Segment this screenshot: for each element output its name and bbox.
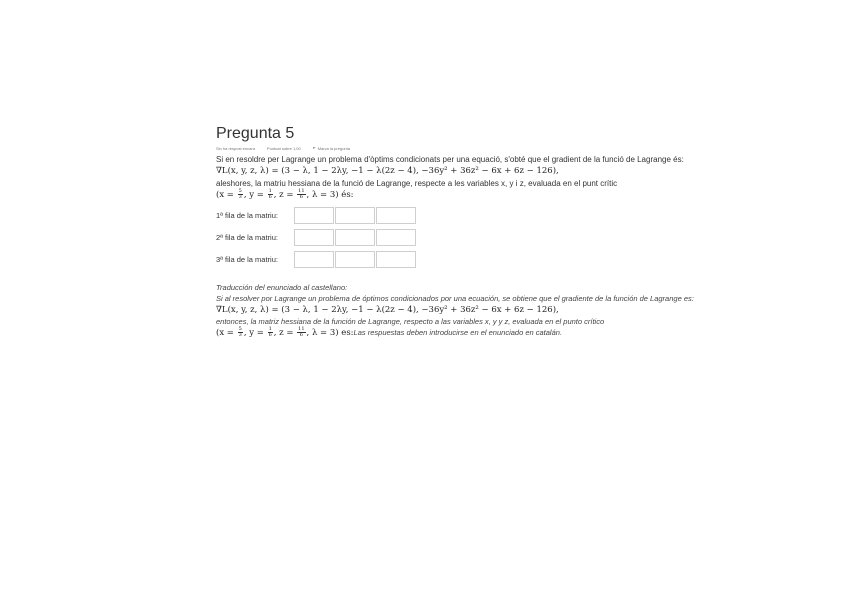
translation-z-numerator: 11 <box>298 326 305 332</box>
row-1-col-3-input[interactable] <box>376 207 416 224</box>
z-label: , z = <box>273 190 297 200</box>
y-numerator: 1 <box>268 188 272 194</box>
translation-z-denominator: 6 <box>299 332 303 338</box>
flag-question-link[interactable] <box>313 146 350 152</box>
row-1-col-2-input[interactable] <box>335 207 375 224</box>
translation-y-numerator: 1 <box>268 326 272 332</box>
translation-critical-point <box>216 327 706 339</box>
question-status: Sin ha respost encara <box>216 146 255 151</box>
y-denominator: 6 <box>268 194 272 200</box>
translation-y-fraction <box>268 327 273 338</box>
translation-heading: Traducción del enunciado al castellano: <box>216 283 348 292</box>
row-2-col-1-input[interactable] <box>294 229 334 246</box>
translation-y-denominator: 6 <box>268 332 272 338</box>
question-title: Pregunta 5 <box>216 125 295 142</box>
translation-block <box>216 282 706 339</box>
matrix-row-3 <box>216 249 706 270</box>
row-3-col-3-input[interactable] <box>376 251 416 268</box>
flag-question-label: Marca la pregunta <box>317 146 350 151</box>
row-3-col-2-input[interactable] <box>335 251 375 268</box>
matrix-row-2-label: 2ª fila de la matriu: <box>216 233 278 242</box>
translation-note: Las respuestas deben introducirse en el enunciado en catalán. <box>353 328 563 337</box>
y-label: , y = <box>243 190 267 200</box>
translation-gradient-formula: ∇L(x, y, z, λ) = (3 − λ, 1 − 2λy, −1 − λ(2z − 4), −36y² + 36z² − 6x + 6z − 126), <box>216 305 559 315</box>
critical-point-suffix: , λ = 3) és: <box>306 190 354 200</box>
question-intro: Si en resoldre per Lagrange un problema d'òptims condicionats per una equació, s'obté que el gradient de la funció de Lagrange és: <box>216 155 684 164</box>
z-denominator: 6 <box>299 194 303 200</box>
row-3-col-1-input[interactable] <box>294 251 334 268</box>
translation-z-fraction <box>297 327 305 338</box>
gradient-formula: ∇L(x, y, z, λ) = (3 − λ, 1 − 2λy, −1 − λ(2z − 4), −36y² + 36z² − 6x + 6z − 126), <box>216 166 559 176</box>
matrix-row-2 <box>216 227 706 248</box>
x-numerator: 5 <box>238 188 242 194</box>
hessian-answer-rows <box>216 205 706 270</box>
translation-x-denominator: 3 <box>238 332 242 338</box>
translation-intro: Si al resolver por Lagrange un problema de óptimos condicionados por una ecuación, se obtiene que el gradiente de la función de Lagrange es: <box>216 294 694 303</box>
translation-x-numerator: 5 <box>238 326 242 332</box>
translation-y-label: , y = <box>243 328 267 338</box>
z-fraction <box>297 189 305 200</box>
y-fraction <box>268 189 273 200</box>
question-block <box>216 124 706 339</box>
critical-point-prefix: (x = <box>216 190 237 200</box>
question-meta <box>216 146 706 152</box>
matrix-row-1 <box>216 205 706 226</box>
row-2-col-2-input[interactable] <box>335 229 375 246</box>
question-follow: aleshores, la matriu hessiana de la funció de Lagrange, respecte a les variables x, y i z, evaluada en el punt crític <box>216 179 618 188</box>
row-2-col-3-input[interactable] <box>376 229 416 246</box>
x-fraction <box>238 189 243 200</box>
z-numerator: 11 <box>298 188 305 194</box>
translation-critical-point-suffix: , λ = 3) es: <box>306 328 354 338</box>
flag-icon <box>313 147 316 151</box>
matrix-row-1-label: 1ª fila de la matriu: <box>216 211 278 220</box>
x-denominator: 3 <box>238 194 242 200</box>
translation-z-label: , z = <box>273 328 297 338</box>
matrix-row-3-label: 3ª fila de la matriu: <box>216 255 278 264</box>
translation-x-fraction <box>238 327 243 338</box>
translation-follow: entonces, la matriz hessiana de la función de Lagrange, respecto a las variables x, y y z, evaluada en el punto crítico <box>216 317 605 326</box>
row-1-col-1-input[interactable] <box>294 207 334 224</box>
question-score: Puntuat sobre 1,00 <box>266 146 301 151</box>
critical-point <box>216 189 706 201</box>
translation-critical-point-prefix: (x = <box>216 328 237 338</box>
